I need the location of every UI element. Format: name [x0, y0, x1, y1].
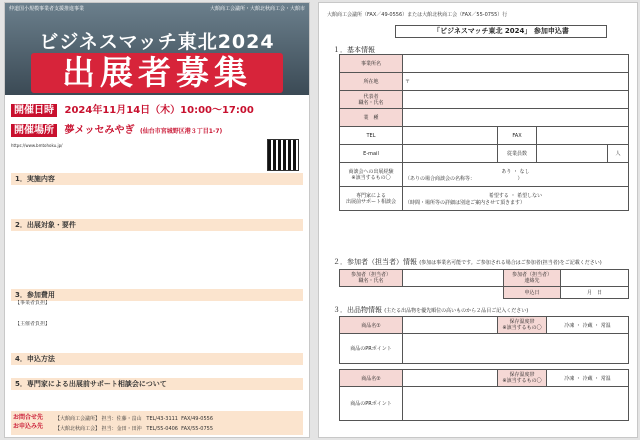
section-heading-2: 2．出展対象・要件: [11, 219, 303, 231]
support-yes-option[interactable]: 希望する: [488, 192, 509, 199]
support-note: （時間・場所等の詳細は別途ご案内させて頂きます）: [405, 199, 526, 206]
date-row: [11, 101, 254, 116]
contact-tel: TEL/43-3111: [146, 416, 178, 422]
tel-label: TEL: [340, 127, 403, 145]
employees-field[interactable]: [537, 145, 608, 163]
section-3-note: (主たる出品物を優先順位の高いものから２品目ご記入ください): [384, 308, 529, 314]
contact-person: 担当：金田・田沖: [101, 426, 142, 432]
section-heading-5: 5．専門家による出展前サポート相談会について: [11, 378, 303, 390]
recruit-banner: [31, 53, 283, 93]
banner-text: 出展者募集: [62, 53, 252, 92]
chilled-option[interactable]: 冷蔵: [582, 322, 593, 329]
venue-row: [11, 121, 222, 136]
support-field[interactable]: 希望する ・ 希望しない （時間・場所等の詳細は別途ご案内させて頂きます）: [403, 187, 629, 211]
ambient-option[interactable]: 常温: [600, 322, 611, 329]
venue-label: 開催場所: [11, 124, 57, 137]
product-name-label: 商品名②: [340, 370, 403, 387]
section-2-title: ２．参加者（担当者）情報: [333, 258, 417, 266]
contact-label-line: お申込み先: [13, 423, 44, 430]
contact-fax: FAX/49-0556: [181, 416, 214, 422]
fax-field[interactable]: [537, 127, 629, 145]
chilled-option[interactable]: 冷蔵: [582, 375, 593, 382]
flyer-page: [4, 2, 310, 438]
storage-temp-field[interactable]: 冷凍 ・ 冷蔵 ・ 常温: [547, 317, 629, 334]
section-3-title: ３．出品物情報: [333, 306, 382, 314]
hero-top-left: 仲道国小規模事業者支援推進事業: [9, 6, 85, 12]
address-field[interactable]: [403, 73, 629, 91]
cost-line: 【主催者負担】: [15, 321, 51, 327]
support-label: 専門家による 出展前サポート相談会: [340, 187, 403, 211]
tel-field[interactable]: [403, 127, 498, 145]
experience-field[interactable]: あり ・ なし （ありの場合商談会の名称等： ）: [403, 163, 629, 187]
frozen-option[interactable]: 冷凍: [564, 375, 575, 382]
contact-label-line: お問合せ先: [13, 414, 44, 421]
support-no-option[interactable]: 希望しない: [517, 192, 543, 199]
storage-temp-label: 保存温度帯 ※該当するもの〇: [498, 370, 547, 387]
section-2-heading: [333, 257, 602, 267]
storage-temp-label: 保存温度帯 ※該当するもの〇: [498, 317, 547, 334]
pr-point-field[interactable]: [403, 387, 629, 421]
participant-name-field[interactable]: [403, 270, 504, 287]
application-date-field[interactable]: 月 日: [561, 287, 629, 299]
fax-label: FAX: [498, 127, 537, 145]
product-name-label: 商品名①: [340, 317, 403, 334]
section-1-heading: １．基本情報: [333, 46, 375, 54]
frozen-option[interactable]: 冷凍: [564, 322, 575, 329]
contact-row-hokushu: [55, 425, 213, 432]
pr-point-label: 商品のPRポイント: [340, 334, 403, 364]
product-2-table: [339, 369, 629, 421]
experience-label: 商談会への出展経験 ※該当するもの〇: [340, 163, 403, 187]
venue-value: 夢メッセみやぎ: [64, 125, 135, 136]
industry-field[interactable]: [403, 109, 629, 127]
company-field[interactable]: [403, 55, 629, 73]
product-name-field[interactable]: [403, 317, 498, 334]
contact-label: [13, 413, 43, 431]
rep-label: 代表者 職名・氏名: [340, 91, 403, 109]
participant-contact-label: 参加者（担当者） 連絡先: [504, 270, 561, 287]
section-3-heading: [333, 305, 528, 315]
employees-unit: 人: [608, 145, 629, 163]
contact-fax: FAX/55-0755: [181, 426, 214, 432]
hero-top-right: 大館商工会議所・大館北秋商工会・大館市: [209, 6, 305, 12]
contact-box: [11, 411, 303, 435]
basic-info-table: [339, 54, 629, 211]
experience-no-option[interactable]: なし: [519, 168, 530, 175]
contact-org: 【大館商工会議所】: [55, 416, 101, 422]
company-label: 事業所名: [340, 55, 403, 73]
flyer-title: ビジネスマッチ東北2024: [39, 31, 275, 53]
qr-code-icon: [267, 139, 299, 171]
ambient-option[interactable]: 常温: [600, 375, 611, 382]
section-2-note: (参加は事業名可能です。ご参加される場合はご参加者(担当者)をご記載ください): [419, 260, 602, 266]
email-field[interactable]: [403, 145, 498, 163]
hero-header: [9, 5, 305, 12]
contact-row-chamber: [55, 415, 213, 422]
date-label: 開催日時: [11, 104, 57, 117]
storage-temp-field[interactable]: 冷凍 ・ 冷蔵 ・ 常温: [547, 370, 629, 387]
cost-line: 【事業者負担】: [15, 300, 51, 306]
product-name-field[interactable]: [403, 370, 498, 387]
form-title: 「ビジネスマッチ東北 2024」 参加申込書: [395, 25, 607, 38]
postal-mark: 〒: [405, 79, 411, 85]
section-heading-4: 4．申込方法: [11, 353, 303, 365]
website-url[interactable]: https://www.bmtohoku.jp/: [11, 143, 63, 148]
participant-contact-field[interactable]: [561, 270, 629, 287]
date-value: 2024年11月14日（木）10:00～17:00: [64, 105, 254, 116]
product-1-table: [339, 316, 629, 364]
venue-address: (仙台市宮城野区港３丁目1-7): [139, 128, 223, 135]
participant-name-label: 参加者（担当者） 職名・氏名: [340, 270, 403, 287]
section-heading-3: 3．参加費用: [11, 289, 303, 301]
pr-point-field[interactable]: [403, 334, 629, 364]
contact-person: 担当：佐藤・畠山: [101, 416, 142, 422]
organizers: [11, 143, 241, 149]
experience-note: （ありの場合商談会の名称等： ）: [405, 175, 523, 182]
experience-yes-option[interactable]: あり: [501, 168, 512, 175]
address-label: 所在地: [340, 73, 403, 91]
application-date-label: 申込日: [504, 287, 561, 299]
section-heading-1: 1．実施内容: [11, 173, 303, 185]
pr-point-label: 商品のPRポイント: [340, 387, 403, 421]
fax-header: 大館商工会議所（FAX／49-0556）または大館北秋商工会（FAX／55-0755）行: [327, 12, 508, 18]
participant-table: [339, 269, 629, 299]
contact-tel: TEL/55-0406: [146, 426, 178, 432]
rep-field[interactable]: [403, 91, 629, 109]
industry-label: 業 種: [340, 109, 403, 127]
email-label: E-mail: [340, 145, 403, 163]
section-3-body: [15, 300, 301, 328]
application-form-page: [318, 2, 638, 438]
employees-label: 従業員数: [498, 145, 537, 163]
contact-org: 【大館北秋商工会】: [55, 426, 101, 432]
